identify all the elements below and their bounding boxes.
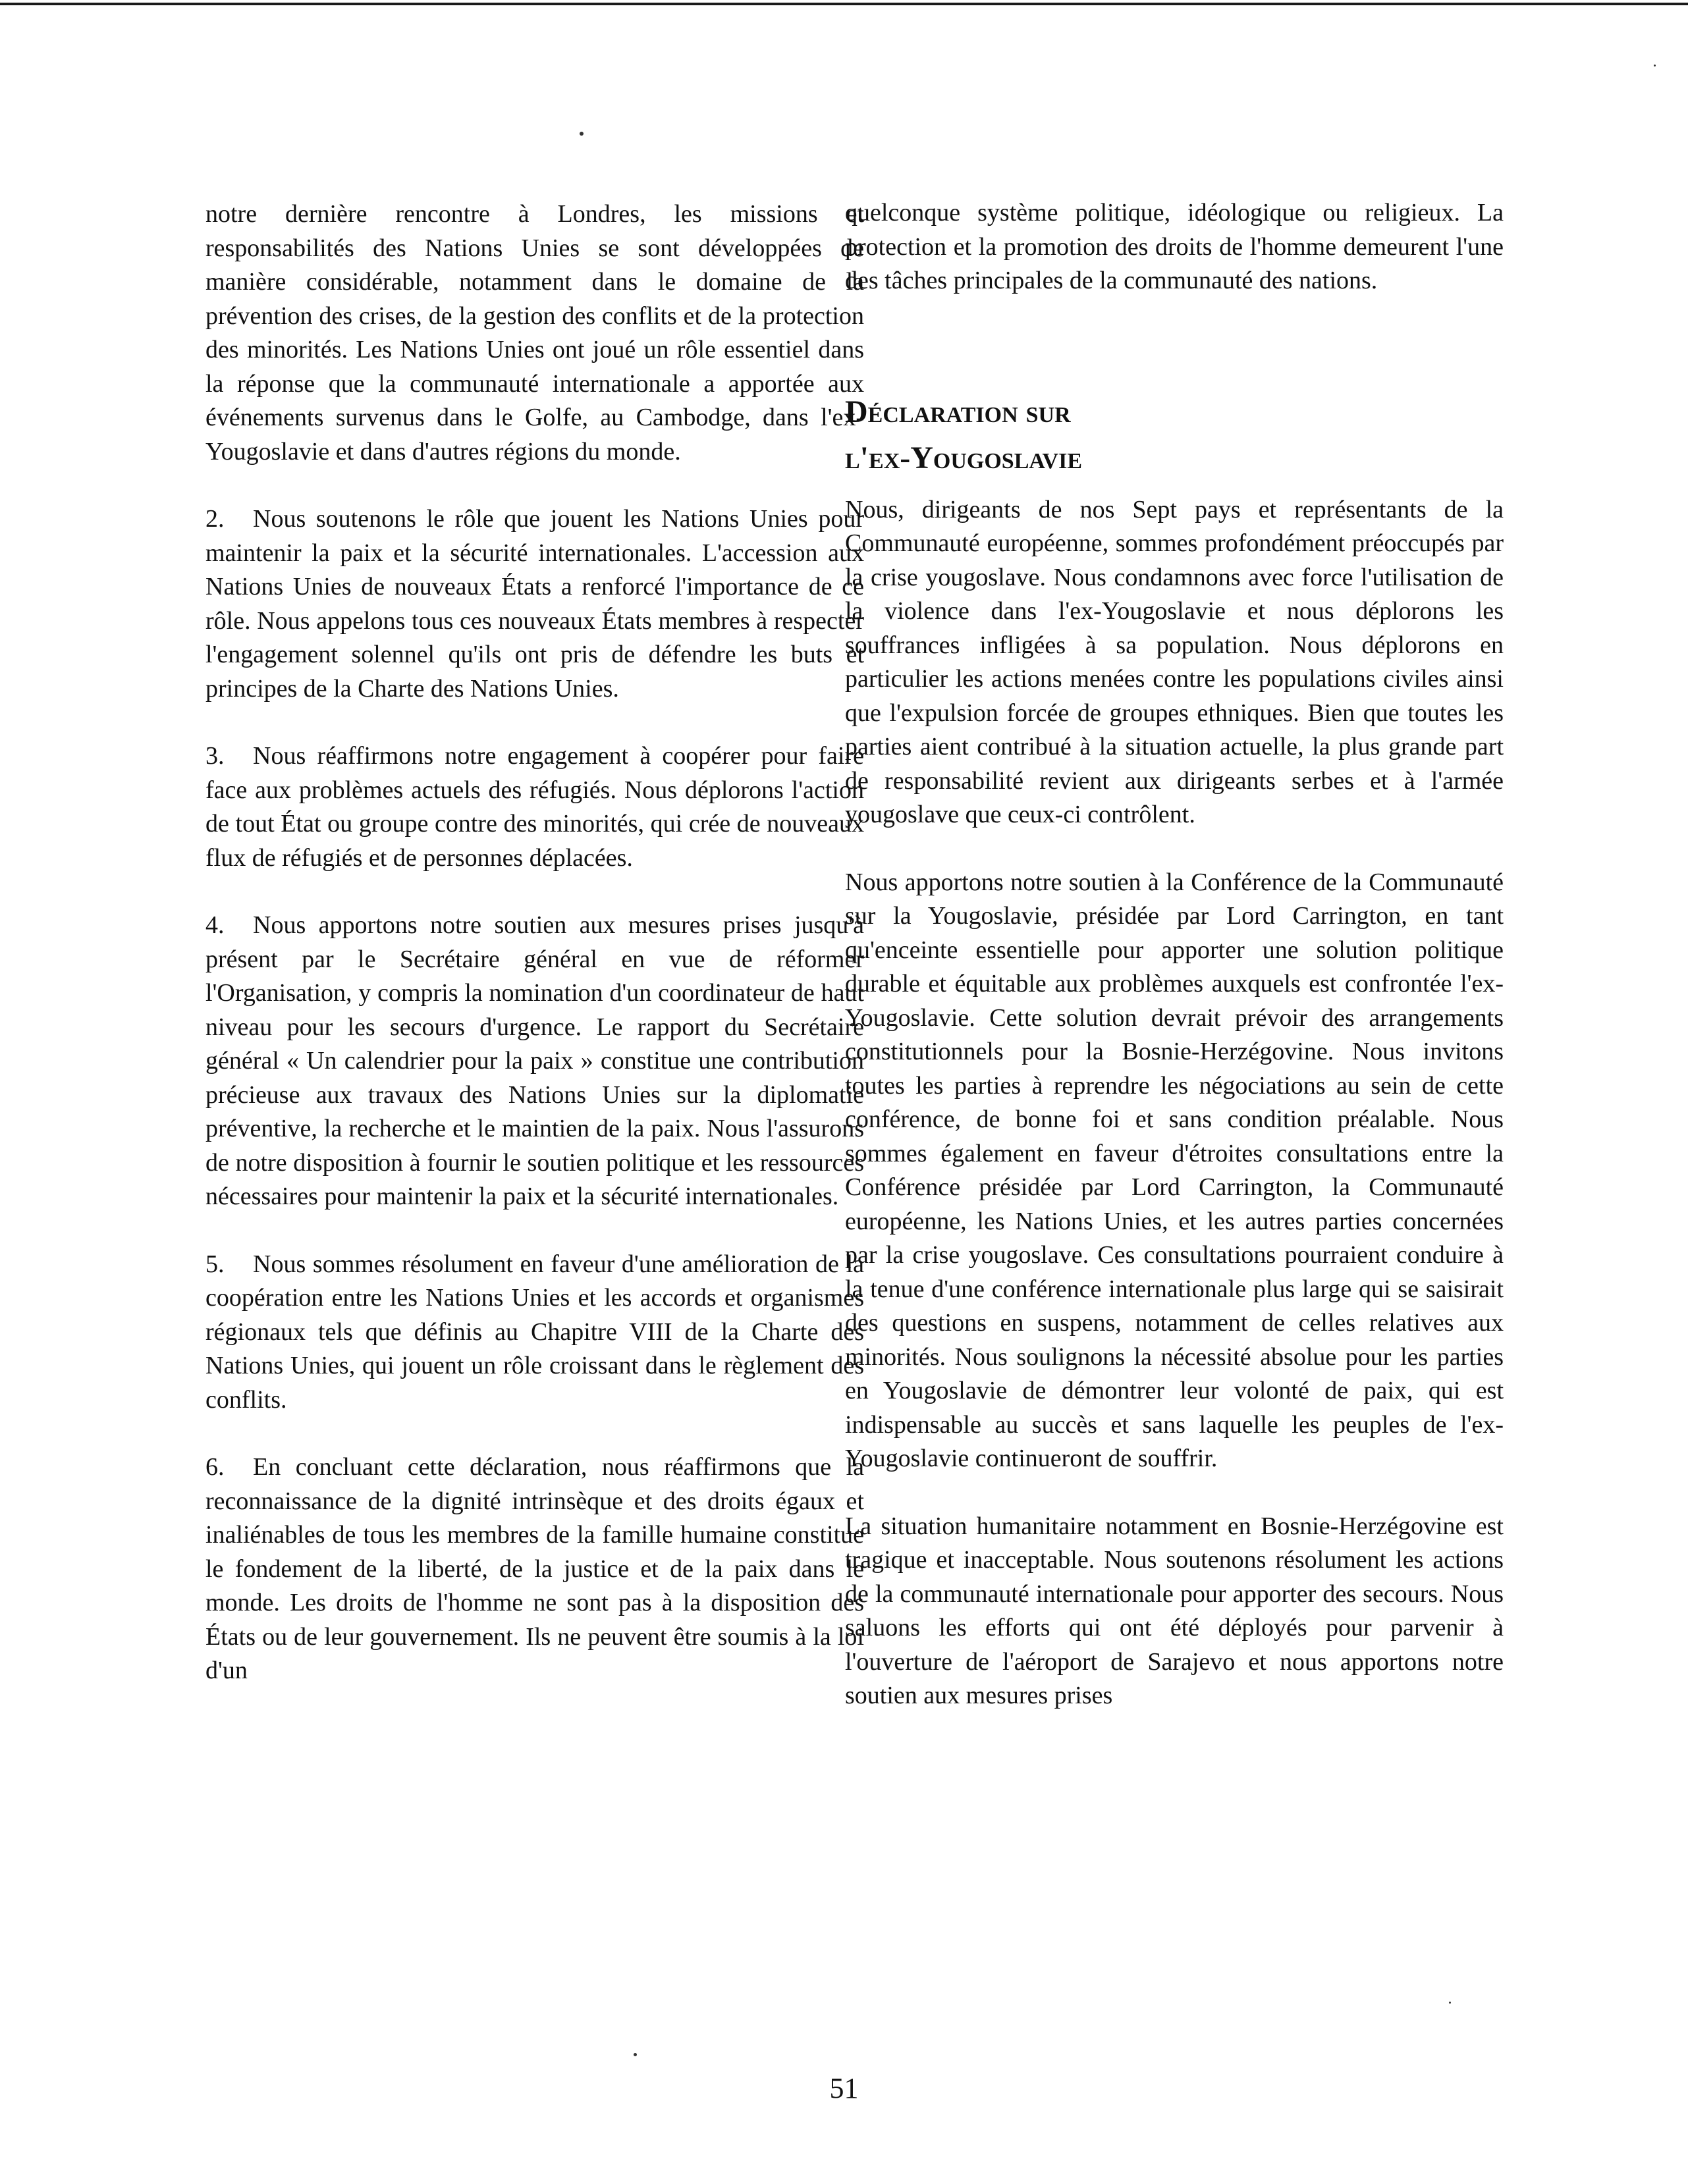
scan-speck <box>1654 65 1656 67</box>
scan-speck <box>634 2053 637 2056</box>
paragraph-text: Nous apportons notre soutien aux mesures prises jusqu'à présent par le Secrétaire général en vue de réformer l'Organisation, y compris la nomination d'un coordinateur de haut niveau pour les secours d'urgence. Le rapport du Secrétaire général « Un calendrier pour la paix » constitue une contribution précieuse aux travaux des Nations Unies sur la diplomatie préventive, la recherche et le maintien de la paix. Nous l'assurons de notre disposition à fournir le soutien politique et les ressources nécessaires pour maintenir la paix et la sécurité internationales. <box>205 911 864 1210</box>
scan-speck <box>580 132 584 136</box>
numbered-paragraph <box>205 909 864 1214</box>
section-heading <box>845 389 1504 481</box>
paragraph-number: 2. <box>205 505 225 533</box>
paragraph-number: 6. <box>205 1453 225 1481</box>
intro-paragraph: notre dernière rencontre à Londres, les missions et responsabilités des Nations Unies se sont développées de manière considérable, notamment dans le domaine de la prévention des crises, de la gestion des conflits et de la protection des minorités. Les Nations Unies ont joué un rôle essentiel dans la réponse que la communauté internationale a apportée aux événements survenus dans le Golfe, au Cambodge, dans l'ex-Yougoslavie et dans d'autres régions du monde. <box>205 200 864 466</box>
body-paragraph: Nous, dirigeants de nos Sept pays et représentants de la Communauté européenne, sommes profondément préoccupés par la crise yougoslave. Nous condamnons avec force l'utilisation de la violence dans l'ex-Yougoslavie et nous déplorons les souffrances infligées à sa population. Nous déplorons en particulier les actions menées contre les populations civiles ainsi que l'expulsion forcée de groupes ethniques. Bien que toutes les parties aient contribué à la situation actuelle, la plus grande part de responsabilité revient aux dirigeants serbes et à l'armée yougoslave que ceux-ci contrôlent. <box>845 495 1504 828</box>
paragraph-text: Nous sommes résolument en faveur d'une amélioration de la coopération entre les Nations Unies et les accords et organismes régionaux tels que définis au Chapitre VIII de la Charte des Nations Unies, qui jouent un rôle croissant dans le règlement des conflits. <box>205 1250 864 1414</box>
section-heading-line: Déclaration sur <box>845 394 1071 429</box>
top-border-rule <box>0 3 1688 5</box>
right-column <box>845 196 1504 1713</box>
paragraph-text: En concluant cette déclaration, nous réaffirmons que la reconnaissance de la dignité intrinsèque et des droits égaux et inaliénables de tous les membres de la famille humaine constitue le fondement de la liberté, de la justice et de la paix dans le monde. Les droits de l'homme ne sont pas à la disposition des États ou de leur gouvernement. Ils ne peuvent être soumis à la loi d'un <box>205 1453 864 1684</box>
continuation-paragraph: quelconque système politique, idéologique ou religieux. La protection et la promotion des droits de l'homme demeurent l'une des tâches principales de la communauté des nations. <box>845 199 1504 294</box>
body-paragraph: Nous apportons notre soutien à la Conférence de la Communauté sur la Yougoslavie, présidée par Lord Carrington, en tant qu'enceinte essentielle pour apporter une solution politique durable et équitable aux problèmes auxquels est confrontée l'ex-Yougoslavie. Cette solution devrait prévoir des arrangements constitutionnels pour la Bosnie-Herzégovine. Nous invitons toutes les parties à reprendre les négociations au sein de cette conférence, de bonne foi et sans condition préalable. Nous sommes également en faveur d'étroites consultations entre la Conférence présidée par Lord Carrington, la Communauté européenne, les Nations Unies, et les autres parties concernées par la crise yougoslave. Ces consultations pourraient conduire à la tenue d'une conférence internationale plus large qui se saisirait des questions en suspens, notamment de celles relatives aux minorités. Nous soulignons la nécessité absolue pour les parties en Yougoslavie de démontrer leur volonté de paix, qui est indispensable au succès et sans laquelle les peuples de l'ex-Yougoslavie continueront de souffrir. <box>845 868 1504 1472</box>
paragraph-text: Nous soutenons le rôle que jouent les Nations Unies pour maintenir la paix et la sécurité internationales. L'accession aux Nations Unies de nouveaux États a renforcé l'importance de ce rôle. Nous appelons tous ces nouveaux États membres à respecter l'engagement solennel qu'ils ont pris de défendre les buts et principes de la Charte des Nations Unies. <box>205 505 864 703</box>
numbered-paragraph <box>205 1451 864 1688</box>
numbered-paragraph <box>205 1248 864 1418</box>
body-paragraph: La situation humanitaire notamment en Bosnie-Herzégovine est tragique et inacceptable. Nous soutenons résolument les actions de la communauté internationale pour apporter des secours. Nous saluons les efforts qui ont été déployés pour parvenir à l'ouverture de l'aéroport de Sarajevo et nous apportons notre soutien aux mesures prises <box>845 1512 1504 1709</box>
scan-speck <box>1449 2002 1451 2004</box>
paragraph-number: 3. <box>205 742 225 770</box>
paragraph-number: 5. <box>205 1250 225 1278</box>
paragraph-text: Nous réaffirmons notre engagement à coopérer pour faire face aux problèmes actuels des réfugiés. Nous déplorons l'action de tout État ou groupe contre des minorités, qui crée de nouveaux flux de réfugiés et de personnes déplacées. <box>205 742 864 872</box>
numbered-paragraph <box>205 502 864 706</box>
numbered-paragraph <box>205 739 864 875</box>
paragraph-number: 4. <box>205 911 225 939</box>
page-number: 51 <box>829 2072 859 2104</box>
section-heading-line: l'ex-Yougoslavie <box>845 440 1083 475</box>
left-column <box>205 198 864 1688</box>
